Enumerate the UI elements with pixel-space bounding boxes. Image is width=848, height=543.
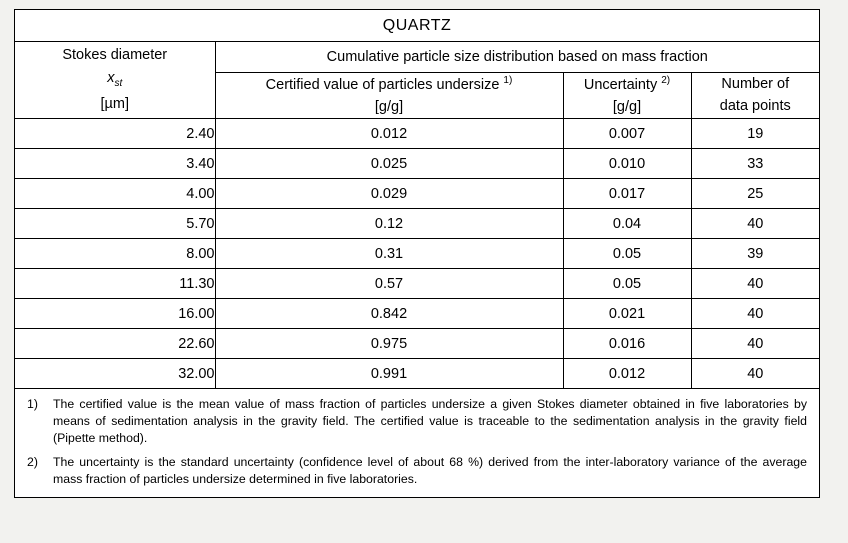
cell-uncertainty: 0.05 <box>563 239 691 269</box>
table-row <box>15 179 819 209</box>
cell-points: 25 <box>691 179 819 209</box>
certified-values-table <box>15 10 819 389</box>
stokes-unit: [µm] <box>100 95 129 112</box>
cell-uncertainty: 0.021 <box>563 299 691 329</box>
cell-points: 40 <box>691 299 819 329</box>
cell-certified: 0.991 <box>215 359 563 389</box>
table-row <box>15 209 819 239</box>
table-row <box>15 299 819 329</box>
stokes-diameter-label: Stokes diameter <box>62 47 168 64</box>
cell-points: 33 <box>691 149 819 179</box>
cell-stokes: 16.00 <box>15 299 215 329</box>
cell-uncertainty: 0.007 <box>563 119 691 149</box>
footnote-1 <box>27 396 807 446</box>
footnote-1-marker: 1) <box>27 397 38 412</box>
footnote-2-text: The uncertainty is the standard uncertainty (confidence level of about 68 %) derived from the inter-laboratory variance of the average mass fraction of particles undersize determined in five laboratories. <box>53 455 807 486</box>
table-title-row <box>15 10 819 42</box>
cell-uncertainty: 0.010 <box>563 149 691 179</box>
cell-certified: 0.12 <box>215 209 563 239</box>
stokes-diameter-header <box>15 42 215 119</box>
cell-stokes: 22.60 <box>15 329 215 359</box>
cell-uncertainty: 0.012 <box>563 359 691 389</box>
cell-points: 19 <box>691 119 819 149</box>
certified-value-header: Certified value of particles undersize $^{1)}$ [g/g] <box>215 73 563 119</box>
cell-stokes: 3.40 <box>15 149 215 179</box>
header-row-1 <box>15 42 819 73</box>
cell-certified: 0.975 <box>215 329 563 359</box>
cell-points: 40 <box>691 329 819 359</box>
table-row <box>15 149 819 179</box>
cell-points: 39 <box>691 239 819 269</box>
table-row <box>15 119 819 149</box>
table-row <box>15 269 819 299</box>
cell-certified: 0.57 <box>215 269 563 299</box>
footnote-1-text: The certified value is the mean value of mass fraction of particles undersize a given Stokes diameter obtained in five laboratories by means of sedimentation analysis in the gravity field. The certified value is traceable to the sedimentation analysis in the gravity field (Pipette method). <box>53 397 807 445</box>
cell-certified: 0.025 <box>215 149 563 179</box>
cell-points: 40 <box>691 359 819 389</box>
cumulative-distribution-header: Cumulative particle size distribution based on mass fraction <box>215 42 819 73</box>
footnote-2-marker: 2) <box>27 455 38 470</box>
uncertainty-header: Uncertainty $^{2)}$ [g/g] <box>563 73 691 119</box>
cell-certified: 0.842 <box>215 299 563 329</box>
uncertainty-unit: [g/g] <box>612 98 642 115</box>
table-row <box>15 239 819 269</box>
stokes-symbol: $x_{st}$ <box>107 70 123 90</box>
cell-uncertainty: 0.05 <box>563 269 691 299</box>
cell-stokes: 11.30 <box>15 269 215 299</box>
cell-certified: 0.012 <box>215 119 563 149</box>
cell-uncertainty: 0.016 <box>563 329 691 359</box>
cell-certified: 0.029 <box>215 179 563 209</box>
data-points-header: Number of data points <box>691 73 819 119</box>
cell-uncertainty: 0.04 <box>563 209 691 239</box>
cell-points: 40 <box>691 269 819 299</box>
cell-uncertainty: 0.017 <box>563 179 691 209</box>
page-title: QUARTZ <box>15 10 819 42</box>
cell-certified: 0.31 <box>215 239 563 269</box>
footnotes <box>15 389 819 497</box>
cell-stokes: 4.00 <box>15 179 215 209</box>
cell-stokes: 2.40 <box>15 119 215 149</box>
cell-stokes: 5.70 <box>15 209 215 239</box>
certified-value-unit: [g/g] <box>374 98 404 115</box>
cell-points: 40 <box>691 209 819 239</box>
cell-stokes: 8.00 <box>15 239 215 269</box>
certificate-table-panel <box>14 9 820 498</box>
table-row <box>15 329 819 359</box>
cell-stokes: 32.00 <box>15 359 215 389</box>
table-row <box>15 359 819 389</box>
footnote-2 <box>27 454 807 487</box>
